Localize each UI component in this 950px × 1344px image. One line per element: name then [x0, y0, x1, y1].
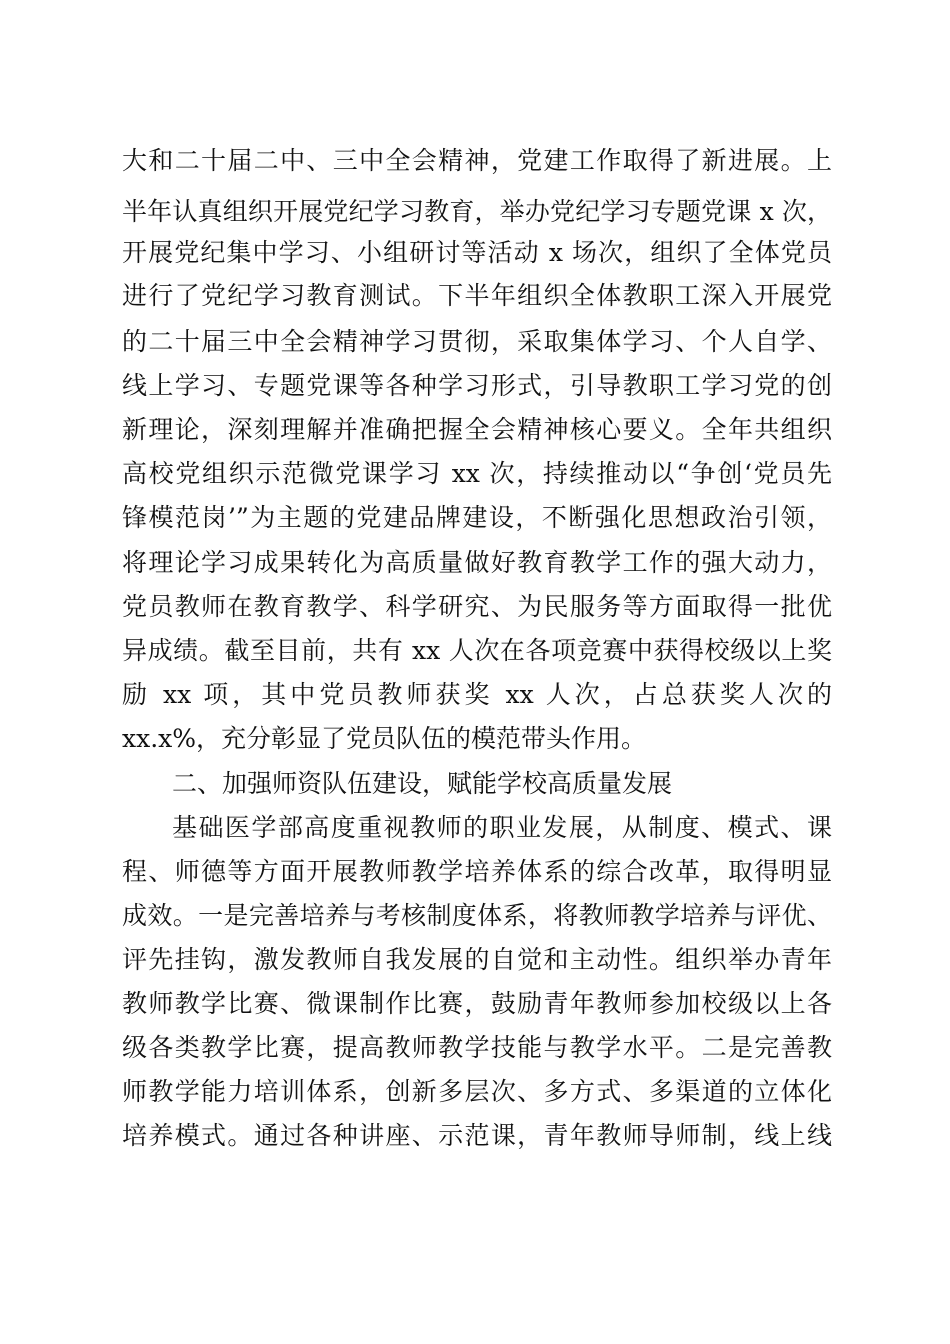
paragraph-line: 新理论，深刻理解并准确把握全会精神核心要义。全年共组织: [122, 415, 832, 444]
section-heading: 二、加强师资队伍建设，赋能学校高质量发展: [172, 769, 673, 798]
paragraph-line: 将理论学习成果转化为高质量做好教育教学工作的强大动力，: [122, 548, 832, 577]
paragraph-line: 评先挂钩，激发教师自我发展的自觉和主动性。组织举办青年: [122, 945, 832, 974]
paragraph-line: 励 xx 项，其中党员教师获奖 xx 人次，占总获奖人次的: [122, 680, 832, 709]
paragraph-line: 基础医学部高度重视教师的职业发展，从制度、模式、课: [172, 813, 832, 842]
paragraph-line: 教师教学比赛、微课制作比赛，鼓励青年教师参加校级以上各: [122, 989, 832, 1018]
paragraph-line: 级各类教学比赛，提高教师教学技能与教学水平。二是完善教: [122, 1033, 832, 1062]
paragraph-line: 高校党组织示范微党课学习 xx 次，持续推动以“争创‘党员先: [122, 459, 832, 488]
paragraph-line: 进行了党纪学习教育测试。下半年组织全体教职工深入开展党: [122, 281, 832, 310]
paragraph-line: 程、师德等方面开展教师教学培养体系的综合改革，取得明显: [122, 857, 832, 886]
paragraph-line: 党员教师在教育教学、科学研究、为民服务等方面取得一批优: [122, 592, 832, 621]
paragraph-line: xx.x%，充分彰显了党员队伍的模范带头作用。: [122, 724, 647, 753]
paragraph-line: 大和二十届二中、三中全会精神，党建工作取得了新进展。上: [122, 146, 832, 175]
paragraph-line: 培养模式。通过各种讲座、示范课，青年教师导师制，线上线: [122, 1121, 832, 1150]
paragraph-line: 的二十届三中全会精神学习贯彻，采取集体学习、个人自学、: [122, 327, 832, 356]
paragraph-line: 师教学能力培训体系，创新多层次、多方式、多渠道的立体化: [122, 1077, 832, 1106]
paragraph-line: 锋模范岗’”为主题的党建品牌建设，不断强化思想政治引领，: [122, 503, 832, 532]
paragraph-line: 线上学习、专题党课等各种学习形式，引导教职工学习党的创: [122, 371, 832, 400]
paragraph-line: 开展党纪集中学习、小组研讨等活动 x 场次，组织了全体党员: [122, 238, 832, 267]
paragraph-line: 半年认真组织开展党纪学习教育，举办党纪学习专题党课 x 次，: [122, 197, 832, 226]
paragraph-line: 异成绩。截至目前，共有 xx 人次在各项竞赛中获得校级以上奖: [122, 636, 832, 665]
paragraph-line: 成效。一是完善培养与考核制度体系，将教师教学培养与评优、: [122, 901, 832, 930]
